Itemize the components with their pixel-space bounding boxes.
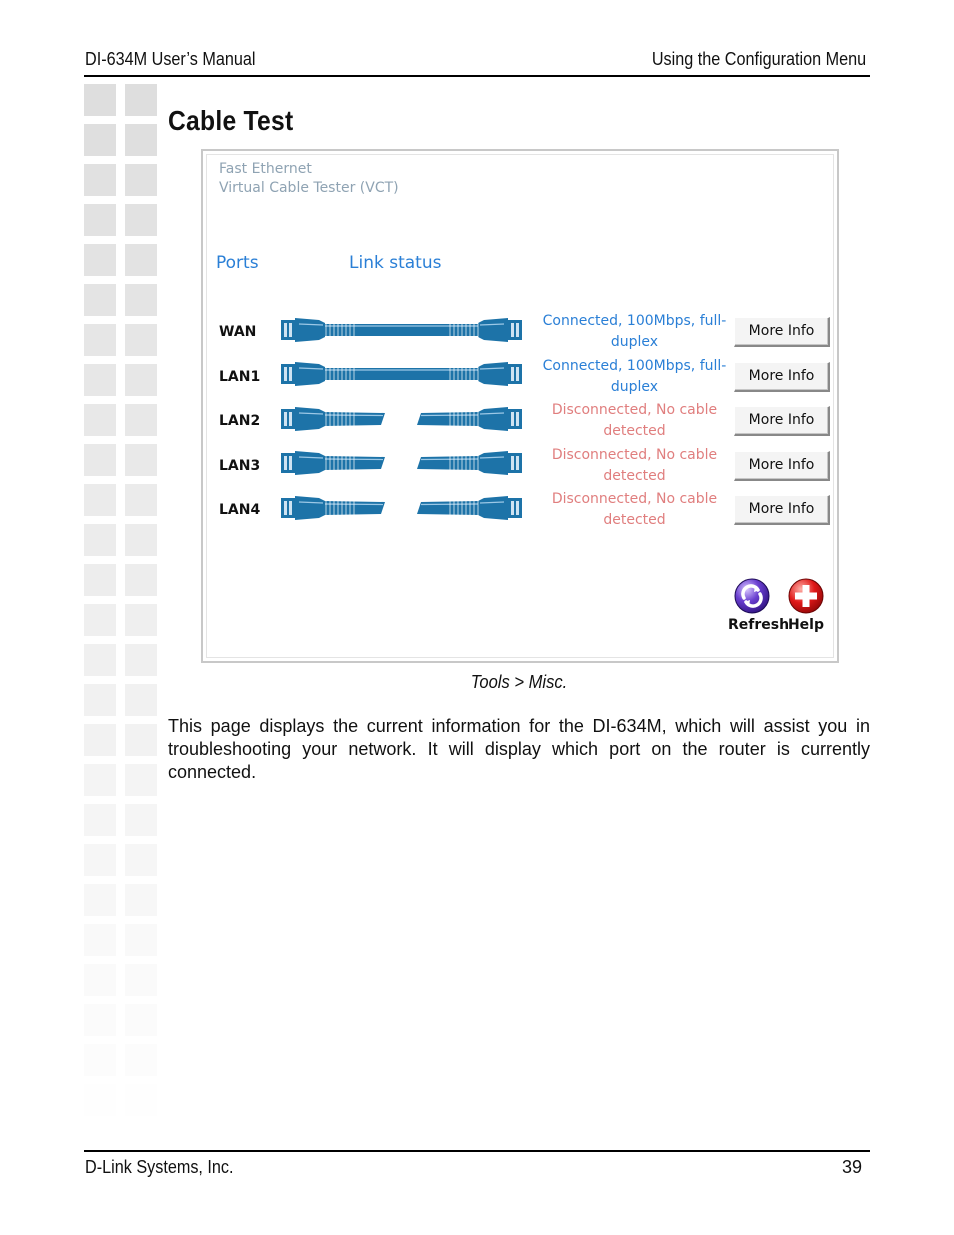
help-icon xyxy=(787,577,825,615)
decorative-square xyxy=(125,364,157,396)
body-paragraph: This page displays the current information for the DI-634M, which will assist you in troubleshooting your network. It will display which port on the router is currently connected. xyxy=(168,716,870,782)
decorative-square xyxy=(84,564,116,596)
decorative-square xyxy=(125,404,157,436)
page-title: Cable Test xyxy=(168,105,294,136)
decorative-square xyxy=(84,404,116,436)
decorative-square xyxy=(125,1084,157,1116)
vct-panel xyxy=(201,149,839,663)
decorative-square xyxy=(84,1044,116,1076)
status-line: detected xyxy=(603,512,666,528)
decorative-square xyxy=(125,964,157,996)
decorative-square xyxy=(84,284,116,316)
decorative-squares xyxy=(84,84,160,1149)
decorative-square xyxy=(84,1004,116,1036)
decorative-square xyxy=(84,844,116,876)
status-line: Connected, 100Mbps, full- xyxy=(542,313,727,329)
refresh-label: Refresh xyxy=(728,617,790,633)
decorative-square xyxy=(125,324,157,356)
decorative-square xyxy=(84,1084,116,1116)
more-info-button-lan1[interactable]: More Info xyxy=(734,362,830,392)
status-line: duplex xyxy=(610,334,659,350)
decorative-square xyxy=(125,444,157,476)
decorative-square xyxy=(84,604,116,636)
port-status-lan4 xyxy=(537,489,732,531)
cable-connected-icon xyxy=(279,315,524,345)
port-label-lan1: LAN1 xyxy=(219,369,261,385)
decorative-square xyxy=(125,844,157,876)
status-line: Connected, 100Mbps, full- xyxy=(542,358,727,374)
decorative-square xyxy=(125,684,157,716)
status-line: Disconnected, No cable xyxy=(551,402,718,418)
decorative-square xyxy=(125,724,157,756)
more-info-button-lan3[interactable]: More Info xyxy=(734,451,830,481)
port-status-lan1 xyxy=(537,356,732,398)
decorative-square xyxy=(125,124,157,156)
decorative-square xyxy=(84,164,116,196)
decorative-square xyxy=(125,1004,157,1036)
status-line: detected xyxy=(603,468,666,484)
port-status-lan2 xyxy=(537,400,732,442)
status-line: Disconnected, No cable xyxy=(551,491,718,507)
decorative-square xyxy=(125,244,157,276)
port-label-lan4: LAN4 xyxy=(219,502,261,518)
cable-disconnected-icon xyxy=(279,404,524,434)
decorative-square xyxy=(84,244,116,276)
decorative-square xyxy=(125,644,157,676)
decorative-square xyxy=(84,524,116,556)
status-line: duplex xyxy=(610,379,659,395)
decorative-square xyxy=(84,724,116,756)
cable-connected-icon xyxy=(279,359,524,389)
decorative-square xyxy=(125,284,157,316)
more-info-button-lan2[interactable]: More Info xyxy=(734,406,830,436)
decorative-square xyxy=(125,1044,157,1076)
decorative-square xyxy=(84,204,116,236)
footer-company: D-Link Systems, Inc. xyxy=(85,1157,234,1177)
header-section-title: Using the Configuration Menu xyxy=(651,49,866,69)
decorative-square xyxy=(125,84,157,116)
more-info-button-lan4[interactable]: More Info xyxy=(734,495,830,525)
decorative-square xyxy=(125,804,157,836)
panel-subtitle-fast-ethernet: Fast Ethernet xyxy=(219,161,312,177)
figure-caption: Tools > Misc. xyxy=(470,672,568,692)
decorative-square xyxy=(125,204,157,236)
decorative-square xyxy=(125,564,157,596)
port-status-wan xyxy=(537,311,732,353)
page-number: 39 xyxy=(841,1157,862,1177)
decorative-square xyxy=(84,884,116,916)
decorative-square xyxy=(125,524,157,556)
decorative-square xyxy=(125,604,157,636)
decorative-square xyxy=(125,764,157,796)
port-status-lan3 xyxy=(537,445,732,487)
decorative-square xyxy=(84,124,116,156)
decorative-square xyxy=(84,684,116,716)
decorative-square xyxy=(84,644,116,676)
status-line: detected xyxy=(603,423,666,439)
decorative-square xyxy=(125,164,157,196)
help-button[interactable] xyxy=(782,577,830,633)
status-line: Disconnected, No cable xyxy=(551,447,718,463)
header-manual-title: DI-634M User’s Manual xyxy=(85,49,256,69)
link-status-column-header: Link status xyxy=(349,253,442,273)
ports-column-header: Ports xyxy=(216,253,259,273)
help-label: Help xyxy=(787,617,825,633)
decorative-square xyxy=(84,364,116,396)
footer-rule xyxy=(84,1150,870,1152)
decorative-square xyxy=(84,804,116,836)
port-label-lan3: LAN3 xyxy=(219,458,261,474)
decorative-square xyxy=(125,884,157,916)
decorative-square xyxy=(84,444,116,476)
cable-disconnected-icon xyxy=(279,448,524,478)
decorative-square xyxy=(84,924,116,956)
decorative-square xyxy=(84,324,116,356)
cable-disconnected-icon xyxy=(279,493,524,523)
refresh-button[interactable] xyxy=(728,577,790,633)
port-label-wan: WAN xyxy=(219,324,257,340)
header-rule xyxy=(84,75,870,77)
panel-subtitle-vct: Virtual Cable Tester (VCT) xyxy=(219,180,399,196)
refresh-icon xyxy=(733,577,771,615)
decorative-square xyxy=(84,84,116,116)
more-info-button-wan[interactable]: More Info xyxy=(734,317,830,347)
vct-panel-frame xyxy=(206,154,834,658)
port-label-lan2: LAN2 xyxy=(219,413,261,429)
decorative-square xyxy=(84,484,116,516)
decorative-square xyxy=(125,484,157,516)
decorative-square xyxy=(125,924,157,956)
decorative-square xyxy=(84,964,116,996)
decorative-square xyxy=(84,764,116,796)
